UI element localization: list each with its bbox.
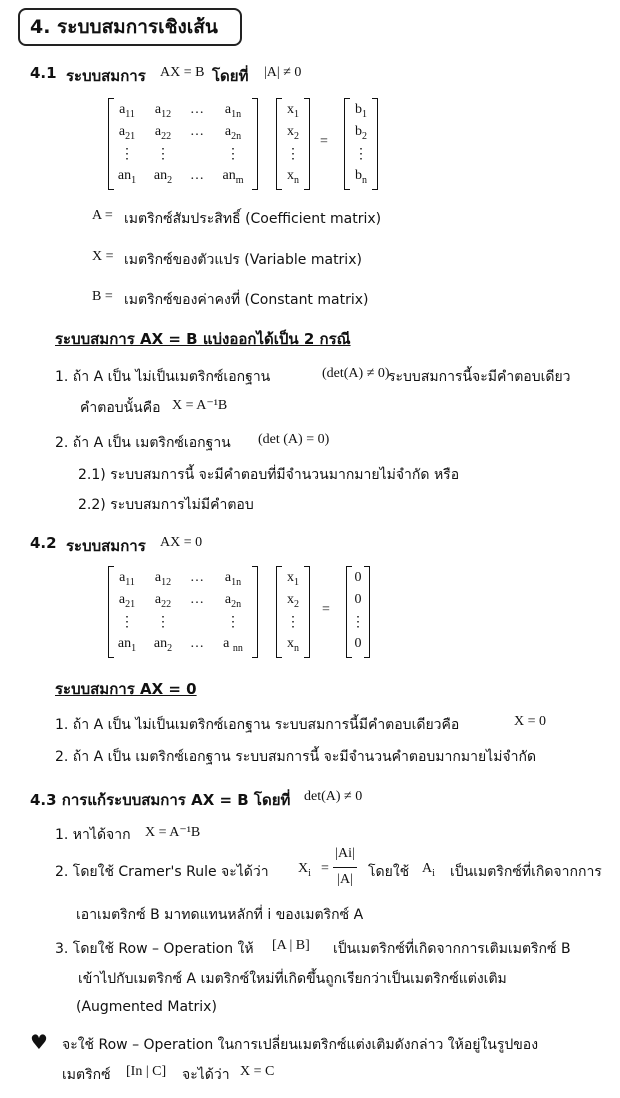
def-b-text: เมตริกซ์ของค่าคงที่ (Constant matrix) [124, 292, 369, 308]
augmented-notation: [A | B] [272, 938, 310, 953]
cramer-xi: $X_i$ [298, 861, 311, 879]
note-identity-notation: [In | C] [126, 1064, 167, 1079]
matrix-cell: $a_{21}$ [118, 124, 136, 142]
matrix-cell: 0 [354, 636, 362, 651]
matrix-cell: a $_{nn}$ [223, 636, 243, 654]
cramer-ai: $A_i$ [422, 861, 435, 879]
matrix-cell: $a_{21}$ [118, 592, 136, 610]
sub-heading-4-1: ระบบสมการ AX = B แบ่งออกได้เป็น 2 กรณี [55, 330, 351, 348]
matrix-cell: $x_2$ [287, 592, 299, 610]
heading-4-1-number: 4.1 [30, 64, 57, 82]
def-a-symbol: A = [92, 208, 113, 223]
matrix-cell: … [190, 102, 204, 117]
case2-condition: (det (A) = 0) [258, 432, 330, 447]
step3-augmented: (Augmented Matrix) [76, 999, 217, 1015]
matrix-cell: … [190, 570, 204, 585]
matrix-cell: ⋮ [120, 615, 134, 630]
matrix-cell: ⋮ [156, 615, 170, 630]
matrix-cell: ⋮ [286, 615, 300, 630]
case2-1: 2.1) ระบบสมการนี้ จะมีคำตอบที่มีจำนวนมากมายไม่จำกัด หรือ [78, 467, 460, 483]
matrix-x-homogeneous [276, 566, 310, 658]
heading-4-1-where: โดยที่ [212, 67, 249, 85]
note-solution: X = C [240, 1064, 275, 1079]
matrix-cell: … [190, 124, 204, 139]
matrix-cell: $an_1$ [117, 636, 137, 654]
sub-heading-4-2: ระบบสมการ AX = 0 [55, 680, 197, 698]
matrix-cell: $a_{11}$ [119, 570, 135, 588]
matrix-cell: $b_n$ [355, 168, 367, 186]
case1-condition: (det(A) ≠ 0) [322, 366, 390, 381]
heading-4-3-condition: det(A) ≠ 0 [304, 789, 363, 804]
matrix-b [344, 98, 378, 190]
note-matrix-label: เมตริกซ์ [62, 1067, 111, 1083]
matrix-cell: 0 [354, 570, 362, 585]
case1-solution: X = A⁻¹B [172, 398, 228, 413]
def-a-text: เมตริกซ์สัมประสิทธิ์ (Coefficient matrix) [124, 211, 382, 227]
matrix-cell: $b_2$ [355, 124, 367, 142]
homog-case2-text: 2. ถ้า A เป็น เมตริกซ์เอกฐาน ระบบสมการนี้ จะมีจำนวนคำตอบมากมายไม่จำกัด [55, 749, 537, 765]
matrix-cell: ⋮ [354, 147, 368, 162]
matrix-cell: $x_1$ [287, 102, 299, 120]
matrix-cell: $an_m$ [222, 168, 244, 186]
heading-4-2-number: 4.2 [30, 534, 57, 552]
cramer-denominator: |A| [337, 872, 353, 887]
matrix-cell: $an_2$ [153, 168, 173, 186]
step1-solution: X = A⁻¹B [145, 825, 201, 840]
matrix-cell: $a_{12}$ [154, 102, 172, 120]
matrix-cell: … [190, 592, 204, 607]
matrix-cell: $b_1$ [355, 102, 367, 120]
matrix-cell: $a_{1n}$ [224, 570, 242, 588]
heart-bullet-icon: ♥ [30, 1030, 48, 1054]
def-x-text: เมตริกซ์ของตัวแปร (Variable matrix) [124, 252, 362, 268]
matrix-x [276, 98, 310, 190]
matrix-cell: $a_{12}$ [154, 570, 172, 588]
heading-4-3: 4.3 การแก้ระบบสมการ AX = B โดยที่ [30, 791, 291, 809]
matrix-zero [346, 566, 370, 658]
step1-text: 1. หาได้จาก [55, 827, 131, 843]
matrix-cell: $x_n$ [287, 636, 299, 654]
matrix-cell: … [190, 168, 204, 183]
equals-sign-homogeneous: = [322, 602, 330, 617]
def-x-symbol: X = [92, 249, 114, 264]
case2-text: 2. ถ้า A เป็น เมตริกซ์เอกฐาน [55, 435, 231, 451]
matrix-cell: $a_{2n}$ [224, 592, 242, 610]
matrix-cell: 0 [354, 592, 362, 607]
def-b-symbol: B = [92, 289, 113, 304]
step3-text: 3. โดยใช้ Row – Operation ให้ [55, 941, 254, 957]
homog-case1-text: 1. ถ้า A เป็น ไม่เป็นเมตริกซ์เอกฐาน ระบบสมการนี้มีคำตอบเดียวคือ [55, 717, 460, 733]
case2-2: 2.2) ระบบสมการไม่มีคำตอบ [78, 497, 254, 513]
case1-result: ระบบสมการนี้จะมีคำตอบเดียว [388, 369, 571, 385]
matrix-cell: ⋮ [226, 615, 240, 630]
step3-desc-cont: เข้าไปกับเมตริกซ์ A เมตริกซ์ใหม่ที่เกิดขึ้นถูกเรียกว่าเป็นเมตริกซ์แต่งเติม [78, 971, 507, 987]
matrix-cell: … [190, 636, 204, 651]
heading-4-1-text: ระบบสมการ [66, 67, 146, 85]
matrix-cell: ⋮ [156, 147, 170, 162]
matrix-cell: $a_{1n}$ [224, 102, 242, 120]
fraction-bar [333, 867, 357, 868]
step2-text: 2. โดยใช้ Cramer's Rule จะได้ว่า [55, 864, 269, 880]
heading-4-1-condition: |A| ≠ 0 [264, 65, 302, 80]
heading-4-2-equation: AX = 0 [160, 535, 203, 550]
matrix-cell: $a_{22}$ [154, 592, 172, 610]
matrix-cell: $an_2$ [153, 636, 173, 654]
step2-desc-cont: เอาเมตริกซ์ B มาทดแทนหลักที่ i ของเมตริกซ์ A [76, 907, 364, 923]
matrix-a [108, 98, 258, 190]
matrix-cell: ⋮ [351, 615, 365, 630]
matrix-cell: $a_{2n}$ [224, 124, 242, 142]
matrix-a-homogeneous [108, 566, 258, 658]
heading-4-1-equation: AX = B [160, 65, 205, 80]
case1-solution-label: คำตอบนั้นคือ [80, 400, 161, 416]
heading-4-2-text: ระบบสมการ [66, 537, 146, 555]
cramer-numerator: |Ai| [335, 846, 355, 861]
note-text: จะใช้ Row – Operation ในการเปลี่ยนเมตริกซ์แต่งเติมดังกล่าว ให้อยู่ในรูปของ [62, 1037, 539, 1053]
matrix-cell: ⋮ [120, 147, 134, 162]
step2-using: โดยใช้ [368, 864, 410, 880]
step3-desc: เป็นเมตริกซ์ที่เกิดจากการเติมเมตริกซ์ B [333, 941, 571, 957]
matrix-cell: $x_n$ [287, 168, 299, 186]
matrix-cell: $an_1$ [117, 168, 137, 186]
matrix-cell: $x_1$ [287, 570, 299, 588]
matrix-cell: $x_2$ [287, 124, 299, 142]
step2-desc: เป็นเมตริกซ์ที่เกิดจากการ [450, 864, 602, 880]
equals-sign: = [320, 134, 328, 149]
homog-case1-solution: X = 0 [514, 714, 547, 729]
case1-text: 1. ถ้า A เป็น ไม่เป็นเมตริกซ์เอกฐาน [55, 369, 271, 385]
matrix-cell: ⋮ [226, 147, 240, 162]
matrix-cell: $a_{11}$ [119, 102, 135, 120]
note-result-label: จะได้ว่า [182, 1067, 230, 1083]
matrix-cell: ⋮ [286, 147, 300, 162]
cramer-equals: = [321, 861, 329, 876]
section-title: 4. ระบบสมการเชิงเส้น [18, 8, 242, 46]
matrix-cell: $a_{22}$ [154, 124, 172, 142]
